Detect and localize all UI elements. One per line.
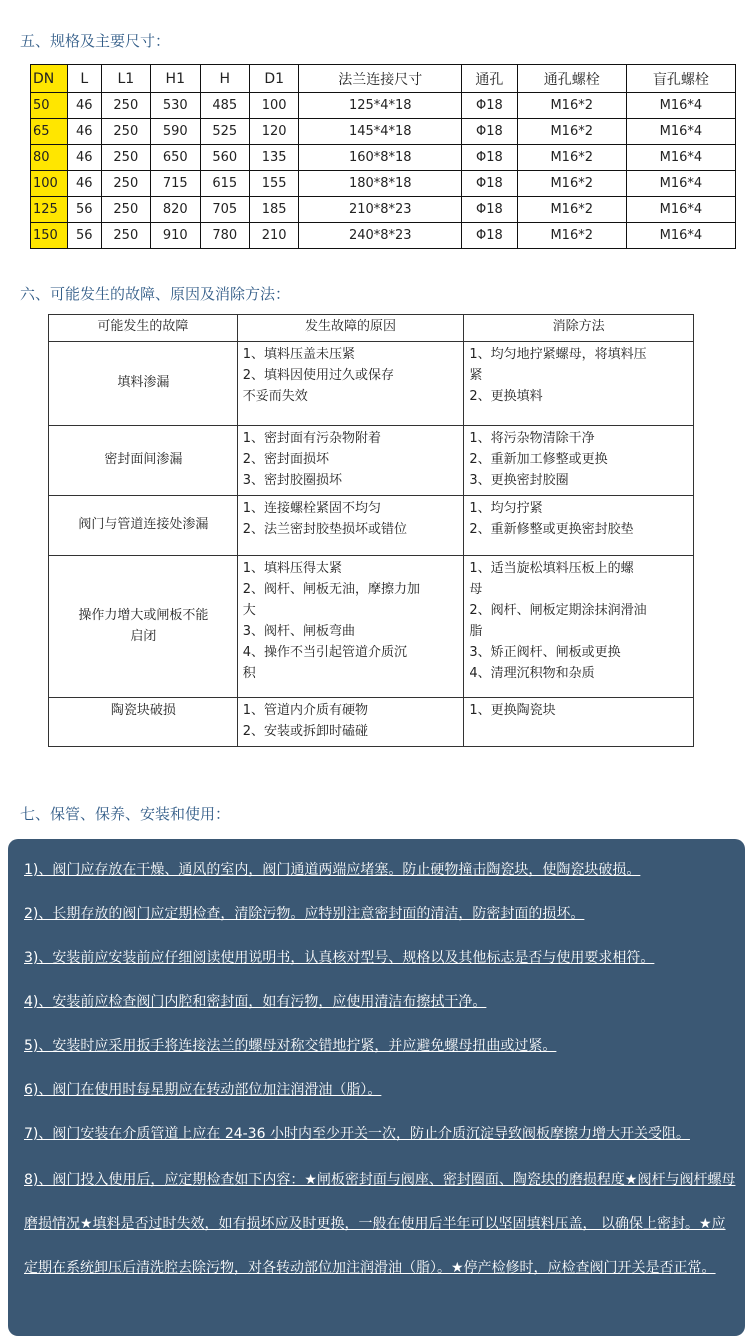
spec-cell: 250 — [101, 197, 150, 223]
remedy-line: 1、更换陶瓷块 — [469, 703, 556, 718]
fault-section-title: 六、可能发生的故障、原因及消除方法： — [20, 285, 291, 303]
spec-table-row — [31, 119, 736, 145]
spec-header-cell: 通孔螺栓 — [517, 65, 626, 93]
spec-cell: 250 — [101, 145, 150, 171]
cause-line: 1、连接螺栓紧固不均匀 — [242, 501, 381, 516]
fault-table-header-row — [49, 315, 694, 342]
spec-cell: 240*8*23 — [299, 223, 462, 249]
remedy-line: 2、重新修整或更换密封胶垫 — [469, 522, 634, 537]
fault-problem-cell: 陶瓷块破损 — [49, 698, 238, 747]
spec-cell: 210 — [249, 223, 298, 249]
spec-cell: Φ18 — [462, 223, 518, 249]
fault-problem-cell — [49, 556, 238, 698]
cause-line: 3、阀杆、闸板弯曲 — [242, 624, 355, 639]
spec-table-row — [31, 197, 736, 223]
fault-remedy-cell — [464, 496, 694, 556]
cause-line: 1、填料压盖未压紧 — [242, 347, 355, 362]
spec-cell: M16*2 — [517, 171, 626, 197]
fault-table-row — [49, 698, 694, 747]
note-item: 2)、长期存放的阀门应定期检查，清除污物。应特别注意密封面的清洁，防密封面的损坏。 — [24, 906, 585, 922]
spec-cell: 780 — [200, 223, 249, 249]
fault-remedy-cell — [464, 426, 694, 496]
note-item: 1)、阀门应存放在干燥、通风的室内，阀门通道两端应堵塞。防止硬物撞击陶瓷块，使陶瓷块破损。 — [24, 862, 641, 878]
spec-cell: Φ18 — [462, 171, 518, 197]
spec-cell: 56 — [68, 197, 102, 223]
care-notes-panel — [8, 839, 745, 1336]
fault-problem-line: 启闭 — [130, 628, 157, 644]
spec-cell: 56 — [68, 223, 102, 249]
remedy-line: 1、均匀拧紧 — [469, 501, 543, 516]
spec-cell: 250 — [101, 223, 150, 249]
spec-cell: 120 — [249, 119, 298, 145]
spec-cell: 910 — [151, 223, 200, 249]
cause-line: 2、密封面损坏 — [242, 452, 329, 467]
spec-cell: 180*8*18 — [299, 171, 462, 197]
spec-cell: 485 — [200, 93, 249, 119]
spec-cell: M16*2 — [517, 197, 626, 223]
remedy-line: 3、更换密封胶圈 — [469, 473, 569, 488]
spec-cell: 46 — [68, 93, 102, 119]
spec-cell: M16*4 — [626, 223, 735, 249]
fault-header-cell: 可能发生的故障 — [49, 315, 238, 342]
spec-cell: M16*2 — [517, 93, 626, 119]
remedy-line: 2、阀杆、闸板定期涂抹润滑油 — [469, 603, 647, 618]
spec-header-cell: 法兰连接尺寸 — [299, 65, 462, 93]
spec-header-cell: H — [200, 65, 249, 93]
spec-cell: 46 — [68, 171, 102, 197]
dn-cell: 125 — [31, 197, 68, 223]
spec-cell: Φ18 — [462, 93, 518, 119]
cause-line: 2、填料因使用过久或保存 — [242, 368, 394, 383]
fault-header-cell: 消除方法 — [464, 315, 694, 342]
note-item: 7)、阀门安装在介质管道上应在 24-36 小时内至少开关一次，防止介质沉淀导致阀板摩擦力增大开关受阻。 — [24, 1126, 690, 1142]
spec-cell: 530 — [151, 93, 200, 119]
spec-cell: 135 — [249, 145, 298, 171]
fault-problem-cell: 密封面间渗漏 — [49, 426, 238, 496]
fault-cause-cell — [237, 698, 464, 747]
remedy-line: 2、重新加工修整或更换 — [469, 452, 608, 467]
spec-cell: 250 — [101, 171, 150, 197]
fault-header-cell: 发生故障的原因 — [237, 315, 464, 342]
note-item: 3)、安装前应安装前应仔细阅读使用说明书，认真核对型号、规格以及其他标志是否与使用要求相符。 — [24, 950, 655, 966]
cause-line: 大 — [242, 603, 256, 618]
spec-cell: 705 — [200, 197, 249, 223]
spec-table-header-row — [31, 65, 736, 93]
spec-header-cell: D1 — [249, 65, 298, 93]
cause-line: 1、管道内介质有硬物 — [242, 703, 368, 718]
remedy-line: 1、将污杂物清除干净 — [469, 431, 595, 446]
remedy-line: 2、更换填料 — [469, 389, 543, 404]
cause-line: 1、填料压得太紧 — [242, 561, 342, 576]
spec-header-cell: 通孔 — [462, 65, 518, 93]
fault-remedy-cell — [464, 698, 694, 747]
fault-cause-cell — [237, 496, 464, 556]
spec-cell: M16*4 — [626, 197, 735, 223]
cause-line: 2、阀杆、闸板无油，摩擦力加 — [242, 582, 420, 597]
remedy-line: 脂 — [469, 624, 483, 639]
fault-table-row — [49, 496, 694, 556]
spec-cell: 185 — [249, 197, 298, 223]
fault-remedy-cell — [464, 342, 694, 426]
fault-table — [48, 314, 694, 747]
cause-line: 2、法兰密封胶垫损坏或错位 — [242, 522, 407, 537]
dn-cell: 100 — [31, 171, 68, 197]
spec-cell: 46 — [68, 145, 102, 171]
spec-cell: 125*4*18 — [299, 93, 462, 119]
fault-table-row — [49, 426, 694, 496]
spec-cell: M16*4 — [626, 145, 735, 171]
dn-cell: 65 — [31, 119, 68, 145]
spec-table-row — [31, 145, 736, 171]
spec-header-cell: L — [68, 65, 102, 93]
spec-cell: 615 — [200, 171, 249, 197]
spec-cell: Φ18 — [462, 197, 518, 223]
spec-cell: 250 — [101, 119, 150, 145]
cause-line: 4、操作不当引起管道介质沉 — [242, 645, 407, 660]
spec-header-cell: DN — [31, 65, 68, 93]
remedy-line: 3、矫正阀杆、闸板或更换 — [469, 645, 621, 660]
fault-problem-cell: 填料渗漏 — [49, 342, 238, 426]
fault-cause-cell — [237, 556, 464, 698]
cause-line: 2、安装或拆卸时磕碰 — [242, 724, 368, 739]
dn-cell: 50 — [31, 93, 68, 119]
dn-cell: 80 — [31, 145, 68, 171]
remedy-line: 4、清理沉积物和杂质 — [469, 666, 595, 681]
note-item: 8)、阀门投入使用后，应定期检查如下内容：★闸板密封面与阀座、密封圈面、陶瓷块的磨损程度★阀杆与阀杆螺母磨损情况★填料是否过时失效，如有损坏应及时更换，一般在使用后半年可以坚固填料压盖， 以确保上密封。★应定期在系统卸压后清洗腔去除污物，对各转动部位加注润滑油（脂）。★停产检修时，应检查阀门开关是否正常。 — [24, 1172, 736, 1276]
fault-remedy-cell — [464, 556, 694, 698]
fault-problem-line: 操作力增大或闸板不能 — [78, 607, 209, 623]
spec-cell: M16*4 — [626, 93, 735, 119]
note-item: 5)、安装时应采用扳手将连接法兰的螺母对称交错地拧紧，并应避免螺母扭曲或过紧。 — [24, 1038, 557, 1054]
spec-table-row — [31, 223, 736, 249]
spec-cell: M16*4 — [626, 119, 735, 145]
remedy-line: 紧 — [469, 368, 483, 383]
fault-problem-cell: 阀门与管道连接处渗漏 — [49, 496, 238, 556]
spec-table — [30, 64, 736, 249]
spec-cell: M16*2 — [517, 119, 626, 145]
spec-cell: Φ18 — [462, 145, 518, 171]
note-item: 4)、安装前应检查阀门内腔和密封面，如有污物，应使用清洁布擦拭干净。 — [24, 994, 487, 1010]
cause-line: 1、密封面有污杂物附着 — [242, 431, 381, 446]
remedy-line: 母 — [469, 582, 483, 597]
spec-header-cell: H1 — [151, 65, 200, 93]
spec-cell: 650 — [151, 145, 200, 171]
spec-cell: 210*8*23 — [299, 197, 462, 223]
cause-line: 不妥而失效 — [242, 389, 308, 404]
fault-table-row — [49, 342, 694, 426]
cause-line: 3、密封胶圈损坏 — [242, 473, 342, 488]
spec-cell: 100 — [249, 93, 298, 119]
spec-cell: 560 — [200, 145, 249, 171]
spec-cell: M16*4 — [626, 171, 735, 197]
care-section-title: 七、保管、保养、安装和使用： — [20, 805, 231, 823]
spec-cell: 525 — [200, 119, 249, 145]
spec-header-cell: 盲孔螺栓 — [626, 65, 735, 93]
spec-cell: 46 — [68, 119, 102, 145]
spec-cell: 155 — [249, 171, 298, 197]
spec-cell: 250 — [101, 93, 150, 119]
spec-cell: 145*4*18 — [299, 119, 462, 145]
remedy-line: 1、均匀地拧紧螺母，将填料压 — [469, 347, 647, 362]
spec-cell: 715 — [151, 171, 200, 197]
spec-cell: M16*2 — [517, 145, 626, 171]
spec-header-cell: L1 — [101, 65, 150, 93]
note-item: 6)、阀门在使用时每星期应在转动部位加注润滑油（脂）。 — [24, 1082, 382, 1098]
spec-cell: 590 — [151, 119, 200, 145]
fault-cause-cell — [237, 342, 464, 426]
dn-cell: 150 — [31, 223, 68, 249]
fault-table-row — [49, 556, 694, 698]
spec-cell: Φ18 — [462, 119, 518, 145]
cause-line: 积 — [242, 666, 256, 681]
spec-cell: 820 — [151, 197, 200, 223]
spec-section-title: 五、规格及主要尺寸： — [20, 32, 171, 50]
spec-table-row — [31, 171, 736, 197]
spec-table-row — [31, 93, 736, 119]
spec-cell: M16*2 — [517, 223, 626, 249]
remedy-line: 1、适当旋松填料压板上的螺 — [469, 561, 634, 576]
fault-cause-cell — [237, 426, 464, 496]
spec-cell: 160*8*18 — [299, 145, 462, 171]
